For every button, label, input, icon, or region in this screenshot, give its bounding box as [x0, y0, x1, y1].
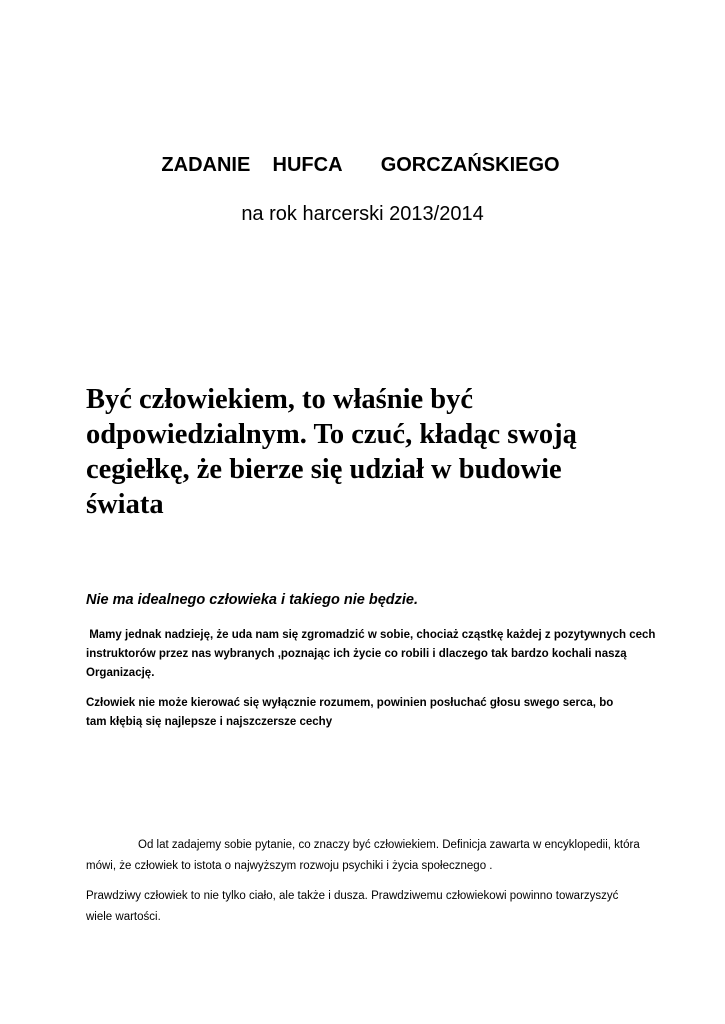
document-title [0, 154, 723, 177]
paragraph-values: Prawdziwy człowiek to nie tylko ciało, ale także i dusza. Prawdziwemu człowiekowi powinno towarzyszyć wiele wartości. [86, 890, 619, 923]
title-word-1: ZADANIE [161, 154, 251, 176]
paragraph-definition-text: Od lat zadajemy sobie pytanie, co znaczy być człowiekiem. Definicja zawarta w encyklopedii, która mówi, że człowiek to istota o najwyższym rozwoju psychiki i życia społecznego . [86, 839, 640, 872]
paragraph-hope [86, 626, 656, 683]
title-word-2: HUFCA [272, 154, 342, 176]
document-subtitle: na rok harcerski 2013/2014 [241, 203, 484, 225]
paragraph-definition [86, 835, 646, 877]
lead-sentence: Nie ma idealnego człowieka i takiego nie będzie. [86, 592, 418, 608]
paragraph-heart: Człowiek nie może kierować się wyłącznie rozumem, powinien posłuchać głosu swego serca, bo tam kłębią się najlepsze i najszczersze cechy [86, 697, 614, 728]
paragraph-hope-text: Mamy jednak nadzieję, że uda nam się zgromadzić w sobie, chociaż cząstkę każdej z pozytywnych cech instruktorów przez nas wybranych ,poznając ich życie co robili i dlaczego tak bardzo kochali naszą Organizację. [86, 629, 656, 679]
title-word-3: GORCZAŃSKIEGO [380, 154, 560, 176]
motto-quote: Być człowiekiem, to właśnie być odpowiedzialnym. To czuć, kładąc swoją cegiełkę, że bierze się udział w budowie świata [86, 384, 577, 520]
